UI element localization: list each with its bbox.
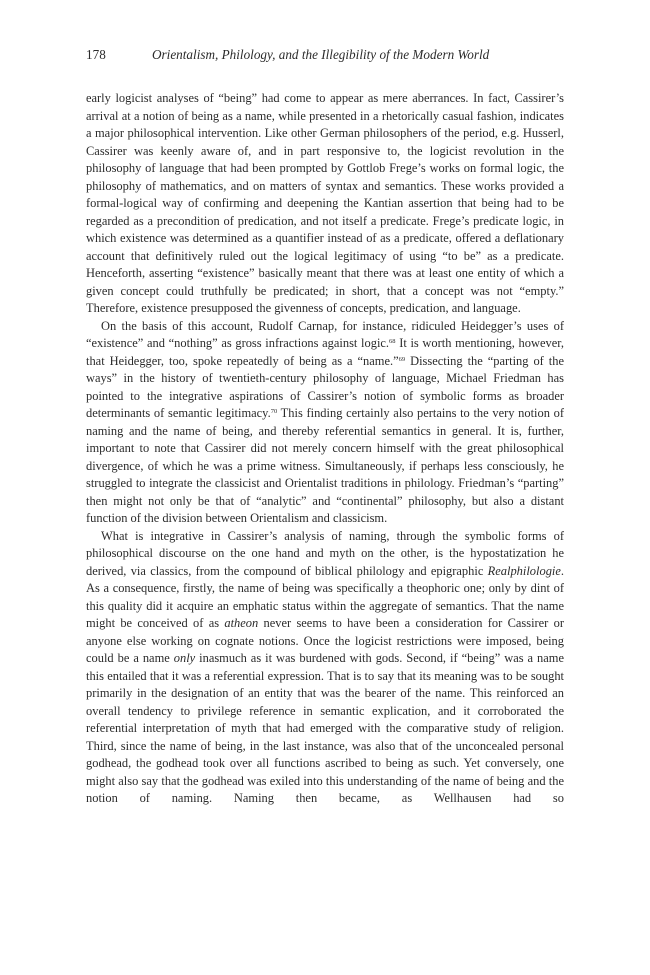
- footnote-ref: 69: [398, 355, 406, 363]
- text-run: On the basis of this account, Rudolf Carnap, for instance, ridiculed Heidegger’s uses of “existence” and “nothing” as gross infractions against logic.: [86, 318, 564, 350]
- footnote-ref: 70: [270, 408, 278, 415]
- italic-term: atheon: [224, 616, 259, 630]
- italic-term: Realphilologie: [487, 563, 561, 578]
- paragraph: [86, 528, 564, 808]
- text-run: inasmuch as it was burdened with gods. Second, if “being” was a name this entailed that it was a referential expression. That is to say that its meaning was to be sought primarily in the designation of an entity that was the bearer of the name. This reinforced an overall tendency to privilege reference in semantic explication, and it corroborated the referential interpretation of myth that had emerged with the comparative study of religion. Third, since the name of being, in the last instance, was also that of the unconcealed personal godhead, the godhead took over all functions ascribed to being as such. Yet conversely, one might also say that the godhead was exiled into this understanding of the name of being and the notion of naming. Naming then became, as Wellhausen had so: [86, 651, 564, 805]
- body-text: [86, 90, 564, 808]
- text-run: What is integrative in Cassirer’s analysis of naming, through the symbolic forms of philosophical discourse on the one hand and myth on the other, is the hypostatization he derived, via classics, from the compound of biblical philology and epigraphic: [86, 528, 564, 578]
- text-run: . As a consequence, firstly, the name of being was specifically a theophoric one; only by dint of this quality did it acquire an emphatic status within the aggregate of semantics. That the name might be conceived of as: [86, 563, 564, 630]
- italic-term: only: [173, 651, 196, 665]
- text-run: early logicist analyses of “being” had come to appear as mere aberrances. In fact, Cassirer’s arrival at a notion of being as a name, while presented in a rhetorically casual fashion, indicates a major philosophical intervention. Like other German philosophers of the period, e.g. Husserl, Cassirer was keenly aware of, and in part responsive to, the logicist revolution in the philosophy of language that had been prompted by Gottlob Frege’s works on formal logic, the philosophy of mathematics, and on matters of syntax and semantics. These works provided a formal-logical way of confirming and deepening the Kantian assertion that being had to be regarded as a precondition of predication, and not itself a predicate. Frege’s predicate logic, in which existence was determined as a quantifier instead of as a predicate, offered a deflationary account that definitively ruled out the logical legitimacy of using “to be” as a predicate. Henceforth, asserting “existence” basically meant that there was at least one entity of which a given concept could truthfully be predicated; in short, that a concept was not “empty.” Therefore, existence presupposed the givenness of concepts, predication, and language.: [86, 91, 564, 315]
- text-run: Dissecting the “parting of the ways” in the history of twentieth-century philosophy of language, Michael Friedman has pointed to the integrative aspirations of Cassirer’s notion of symbolic forms as broader determinants of semantic legitimacy.: [86, 353, 564, 420]
- text-run: never seems to have been a consideration for Cassirer or anyone else working on cognate notions. Once the logicist restrictions were imposed, being could be a name: [86, 616, 564, 665]
- running-title: Orientalism, Philology, and the Illegibility of the Modern World: [152, 47, 490, 62]
- text-run: It is worth mentioning, however, that Heidegger, too, spoke repeatedly of being as a “name.”: [86, 336, 564, 368]
- paragraph: [86, 90, 564, 318]
- footnote-ref: 68: [389, 338, 396, 345]
- text-run: This finding certainly also pertains to the very notion of naming and the name of being, and thereby referential semantics in general. It is, further, important to note that Cassirer did not merely concern himself with the great philosophical divergence, of which he was a prime witness. Simultaneously, if perhaps less consciously, he struggled to integrate the classicist and Orientalist traditions in philology. Friedman’s “parting” then might not only be that of “analytic” and “continental” philosophy, but also a distant function of the division between Orientalism and classicism.: [86, 406, 565, 525]
- page-number: 178: [86, 47, 106, 62]
- paragraph: [86, 318, 564, 528]
- running-head: [86, 45, 564, 65]
